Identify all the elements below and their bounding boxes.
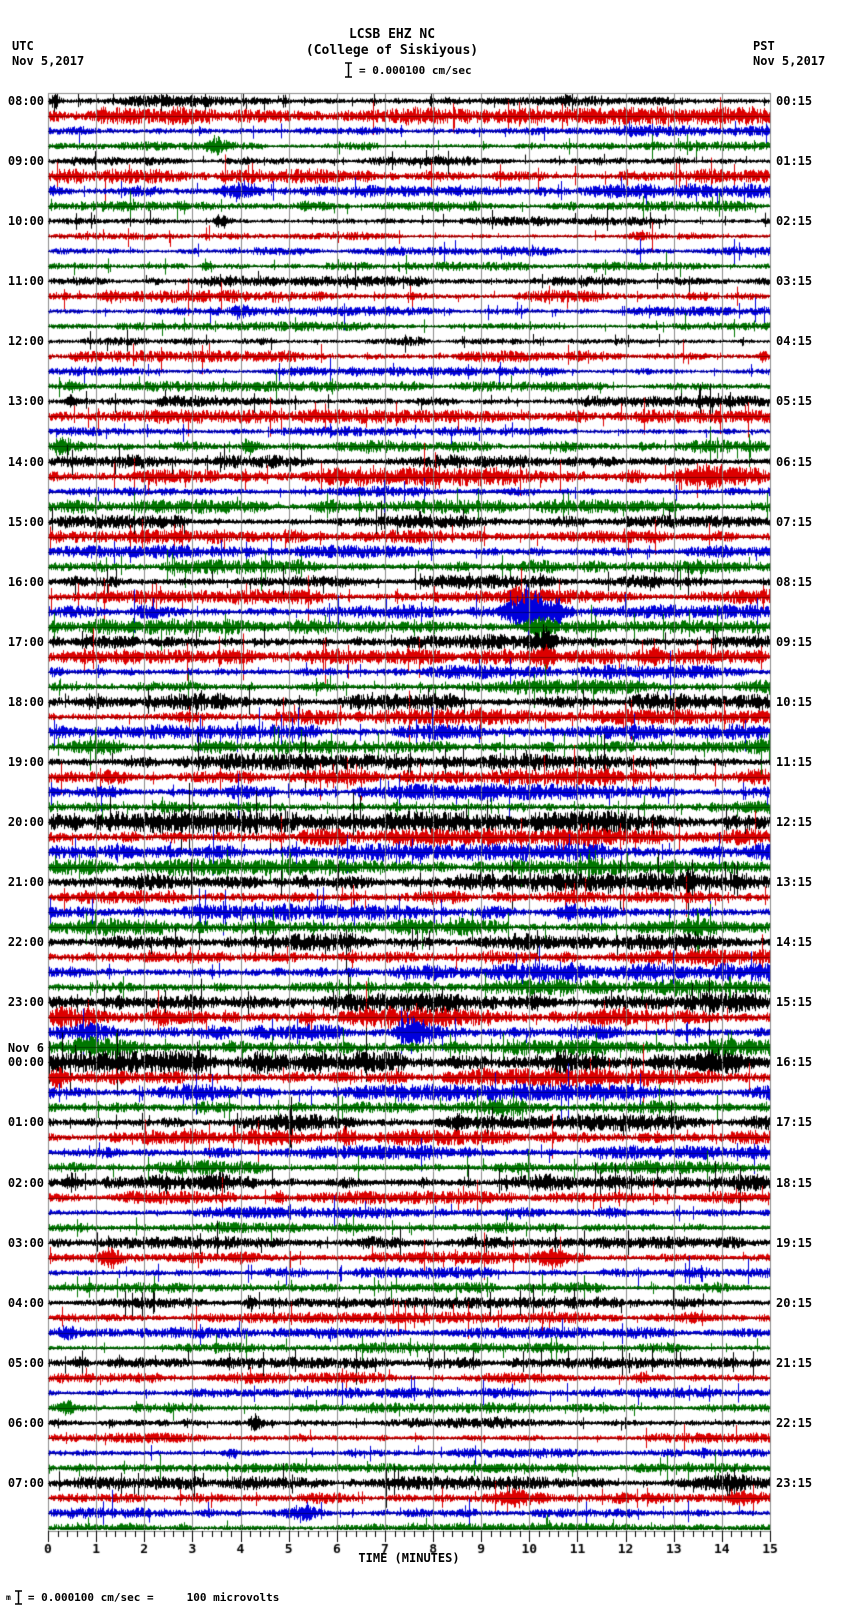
station-subtitle: (College of Siskiyous) (305, 43, 479, 58)
hour-label-pst: 09:15 (776, 635, 813, 649)
hour-label-utc: 01:00 (7, 1115, 44, 1129)
hour-label-pst: 11:15 (776, 755, 813, 769)
hour-label-pst: 08:15 (776, 575, 813, 589)
footer-prefix: m (6, 1593, 11, 1602)
hour-label-utc: 07:00 (7, 1476, 44, 1490)
hour-label-utc: 23:00 (7, 995, 44, 1009)
footer-scale-text: = 0.000100 cm/sec = (27, 1591, 154, 1604)
amplitude-scale (344, 62, 472, 78)
hour-label-pst: 00:15 (776, 94, 813, 108)
hour-label-utc: 18:00 (7, 695, 44, 709)
hour-label-pst: 23:15 (776, 1476, 813, 1490)
footer-scale-value: 100 microvolts (186, 1591, 280, 1604)
right-date-label: Nov 5,2017 (753, 54, 826, 68)
hour-label-utc: 10:00 (7, 214, 44, 228)
scale-bar-icon (344, 62, 353, 78)
hour-label-pst: 15:15 (776, 995, 813, 1009)
hour-label-utc: 12:00 (7, 334, 44, 348)
hour-label-utc: 21:00 (7, 875, 44, 889)
hour-label-pst: 19:15 (776, 1236, 813, 1250)
hour-label-pst: 04:15 (776, 334, 813, 348)
hour-label-pst: 10:15 (776, 695, 813, 709)
time-axis-label: TIME (MINUTES) (358, 1551, 460, 1565)
hour-label-utc: 03:00 (7, 1236, 44, 1250)
hour-label-utc: 20:00 (7, 815, 44, 829)
footer-scale-bar-icon (14, 1590, 23, 1605)
date-change-label: Nov 6 (7, 1041, 44, 1055)
footer-scale (6, 1590, 279, 1605)
hour-label-utc: 13:00 (7, 394, 44, 408)
hour-label-utc: 11:00 (7, 274, 44, 288)
hour-label-utc: 17:00 (7, 635, 44, 649)
hour-label-utc: 22:00 (7, 935, 44, 949)
hour-label-pst: 06:15 (776, 455, 813, 469)
hour-label-utc: 15:00 (7, 515, 44, 529)
hour-label-utc: 09:00 (7, 154, 44, 168)
hour-label-pst: 21:15 (776, 1356, 813, 1370)
scale-label: = 0.000100 cm/sec (359, 63, 472, 77)
hour-label-pst: 16:15 (776, 1055, 813, 1069)
hour-label-pst: 18:15 (776, 1176, 813, 1190)
hour-label-pst: 07:15 (776, 515, 813, 529)
hour-label-utc: 19:00 (7, 755, 44, 769)
hour-label-pst: 17:15 (776, 1115, 813, 1129)
hour-label-pst: 12:15 (776, 815, 813, 829)
hour-label-pst: 14:15 (776, 935, 813, 949)
hour-label-utc: 02:00 (7, 1176, 44, 1190)
hour-label-pst: 13:15 (776, 875, 813, 889)
hour-label-pst: 03:15 (776, 274, 813, 288)
hour-label-pst: 05:15 (776, 394, 813, 408)
station-title: LCSB EHZ NC (348, 27, 436, 42)
hour-label-utc: 00:00 (7, 1055, 44, 1069)
hour-label-utc: 05:00 (7, 1356, 44, 1370)
right-timezone-label: PST (753, 39, 775, 53)
left-date-label: Nov 5,2017 (12, 54, 85, 68)
hour-label-pst: 20:15 (776, 1296, 813, 1310)
left-timezone-label: UTC (12, 39, 34, 53)
hour-label-utc: 08:00 (7, 94, 44, 108)
hour-label-pst: 22:15 (776, 1416, 813, 1430)
hour-label-utc: 04:00 (7, 1296, 44, 1310)
hour-label-pst: 01:15 (776, 154, 813, 168)
hour-label-utc: 06:00 (7, 1416, 44, 1430)
hour-label-utc: 14:00 (7, 455, 44, 469)
hour-label-utc: 16:00 (7, 575, 44, 589)
hour-label-pst: 02:15 (776, 214, 813, 228)
